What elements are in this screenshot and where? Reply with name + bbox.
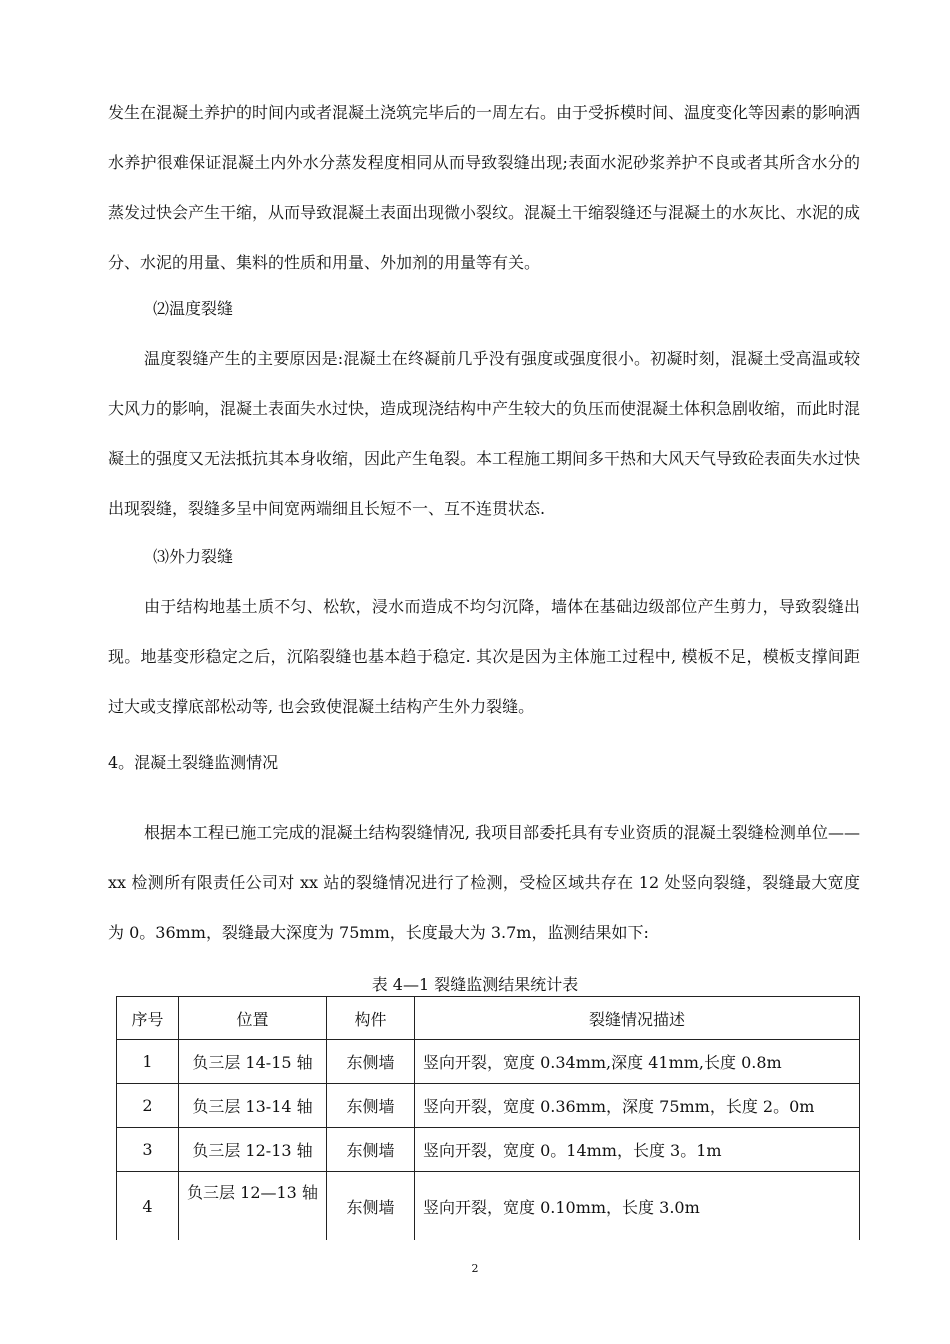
page-number: 2 — [471, 1262, 479, 1275]
heading-external-force-cracks: ⑶外力裂缝 — [153, 547, 234, 566]
paragraph-external-force-cracks: 由于结构地基土质不匀、松软，浸水而造成不均匀沉降，墙体在基础边级部位产生剪力，导致裂缝出现。地基变形稳定之后，沉陷裂缝也基本趋于稳定. 其次是因为主体施工过程中, 模板不足，模板支撑间距过大或支撑底部松动等, 也会致使混凝土结构产生外力裂缝。 — [108, 597, 860, 716]
table-row — [117, 1084, 860, 1128]
cell-component: 东侧墙 — [327, 1172, 415, 1241]
cell-component: 东侧墙 — [327, 1040, 415, 1084]
crack-results-table — [116, 996, 860, 1240]
cell-component: 东侧墙 — [327, 1084, 415, 1128]
cell-location: 负三层 13-14 轴 — [179, 1084, 327, 1128]
heading-temperature-cracks: ⑵温度裂缝 — [153, 299, 234, 318]
cell-index: 2 — [117, 1084, 179, 1128]
cell-index: 3 — [117, 1128, 179, 1172]
cell-description: 竖向开裂，宽度 0.36mm，深度 75mm，长度 2。0m — [415, 1084, 860, 1128]
table-header-row — [117, 997, 860, 1040]
paragraph-monitoring-summary: 根据本工程已施工完成的混凝土结构裂缝情况, 我项目部委托具有专业资质的混凝土裂缝检测单位——xx 检测所有限责任公司对 xx 站的裂缝情况进行了检测，受检区域共存在 12 处竖向裂缝，裂缝最大宽度为 0。36mm，裂缝最大深度为 75mm，长度最大为 3.7m，监测结果如下: — [108, 823, 860, 942]
table-caption: 表 4—1 裂缝监测结果统计表 — [371, 975, 579, 994]
table-row — [117, 1040, 860, 1084]
cell-index: 1 — [117, 1040, 179, 1084]
section-heading-crack-monitoring: 4。混凝土裂缝监测情况 — [108, 753, 279, 772]
header-index: 序号 — [117, 997, 179, 1040]
header-component: 构件 — [327, 997, 415, 1040]
paragraph-dry-shrinkage-cracks: 发生在混凝土养护的时间内或者混凝土浇筑完毕后的一周左右。由于受拆模时间、温度变化等因素的影响洒水养护很难保证混凝土内外水分蒸发程度相同从而导致裂缝出现;表面水泥砂浆养护不良或者其所含水分的蒸发过快会产生干缩，从而导致混凝土表面出现微小裂纹。混凝土干缩裂缝还与混凝土的水灰比、水泥的成分、水泥的用量、集料的性质和用量、外加剂的用量等有关。 — [108, 103, 861, 272]
cell-description: 竖向开裂，宽度 0。14mm，长度 3。1m — [415, 1128, 860, 1172]
cell-description: 竖向开裂，宽度 0.10mm，长度 3.0m — [415, 1172, 860, 1241]
cell-location: 负三层 12—13 轴 — [179, 1172, 327, 1241]
cell-index: 4 — [117, 1172, 179, 1241]
header-location: 位置 — [179, 997, 327, 1040]
cell-location: 负三层 14-15 轴 — [179, 1040, 327, 1084]
cell-description: 竖向开裂，宽度 0.34mm,深度 41mm,长度 0.8m — [415, 1040, 860, 1084]
paragraph-temperature-cracks: 温度裂缝产生的主要原因是:混凝土在终凝前几乎没有强度或强度很小。初凝时刻，混凝土受高温或较大风力的影响，混凝土表面失水过快，造成现浇结构中产生较大的负压而使混凝土体积急剧收缩，而此时混凝土的强度又无法抵抗其本身收缩，因此产生龟裂。本工程施工期间多干热和大风天气导致砼表面失水过快出现裂缝，裂缝多呈中间宽两端细且长短不一、互不连贯状态. — [108, 349, 861, 518]
table-row — [117, 1172, 860, 1241]
header-description: 裂缝情况描述 — [415, 997, 860, 1040]
cell-component: 东侧墙 — [327, 1128, 415, 1172]
table-row — [117, 1128, 860, 1172]
cell-location: 负三层 12-13 轴 — [179, 1128, 327, 1172]
